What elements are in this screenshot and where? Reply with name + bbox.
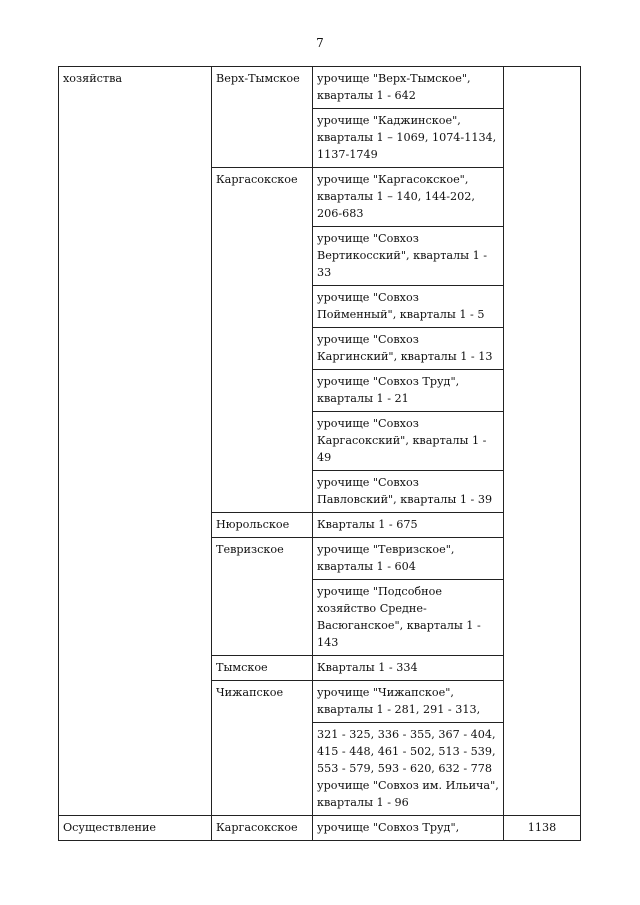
area-cell: урочище "Совхоз Павловский", кварталы 1 - 39 — [313, 471, 504, 513]
forest-areas-table — [58, 66, 581, 841]
area-cell: урочище "Чижапское", кварталы 1 - 281, 291 - 313, — [313, 681, 504, 723]
area-cell: урочище "Каджинское", кварталы 1 – 1069, 1074-1134, 1137-1749 — [313, 109, 504, 168]
district-cell: Верх-Тымское — [212, 67, 313, 168]
area-cell: урочище "Тевризское", кварталы 1 - 604 — [313, 538, 504, 580]
area-cell: урочище "Совхоз Труд", кварталы 1 - 21 — [313, 370, 504, 412]
district-cell: Тымское — [212, 656, 313, 681]
number-cell: 1138 — [504, 816, 581, 841]
table-row — [59, 67, 581, 109]
area-cell: Кварталы 1 - 675 — [313, 513, 504, 538]
area-cell: 321 - 325, 336 - 355, 367 - 404, 415 - 448, 461 - 502, 513 - 539, 553 - 579, 593 - 620, 632 - 778 урочище "Совхоз им. Ильича", кварталы 1 - 96 — [313, 723, 504, 816]
area-cell: урочище "Каргасокское", кварталы 1 – 140, 144-202, 206-683 — [313, 168, 504, 227]
page-number: 7 — [316, 36, 324, 50]
number-cell — [504, 67, 581, 816]
district-cell: Нюрольское — [212, 513, 313, 538]
area-cell: урочище "Совхоз Вертикосский", кварталы 1 - 33 — [313, 227, 504, 286]
district-cell: Каргасокское — [212, 168, 313, 513]
area-cell: урочище "Подсобное хозяйство Средне-Васюганское", кварталы 1 - 143 — [313, 580, 504, 656]
area-cell: Кварталы 1 - 334 — [313, 656, 504, 681]
area-cell: урочище "Совхоз Каргасокский", кварталы 1 - 49 — [313, 412, 504, 471]
district-cell: Тевризское — [212, 538, 313, 656]
area-cell: урочище "Верх-Тымское", кварталы 1 - 642 — [313, 67, 504, 109]
category-cell: Осуществление — [59, 816, 212, 841]
area-cell: урочище "Совхоз Каргинский", кварталы 1 - 13 — [313, 328, 504, 370]
table-row — [59, 816, 581, 841]
district-cell: Каргасокское — [212, 816, 313, 841]
area-cell: урочище "Совхоз Труд", — [313, 816, 504, 841]
district-cell: Чижапское — [212, 681, 313, 816]
category-cell: хозяйства — [59, 67, 212, 816]
area-cell: урочище "Совхоз Пойменный", кварталы 1 - 5 — [313, 286, 504, 328]
